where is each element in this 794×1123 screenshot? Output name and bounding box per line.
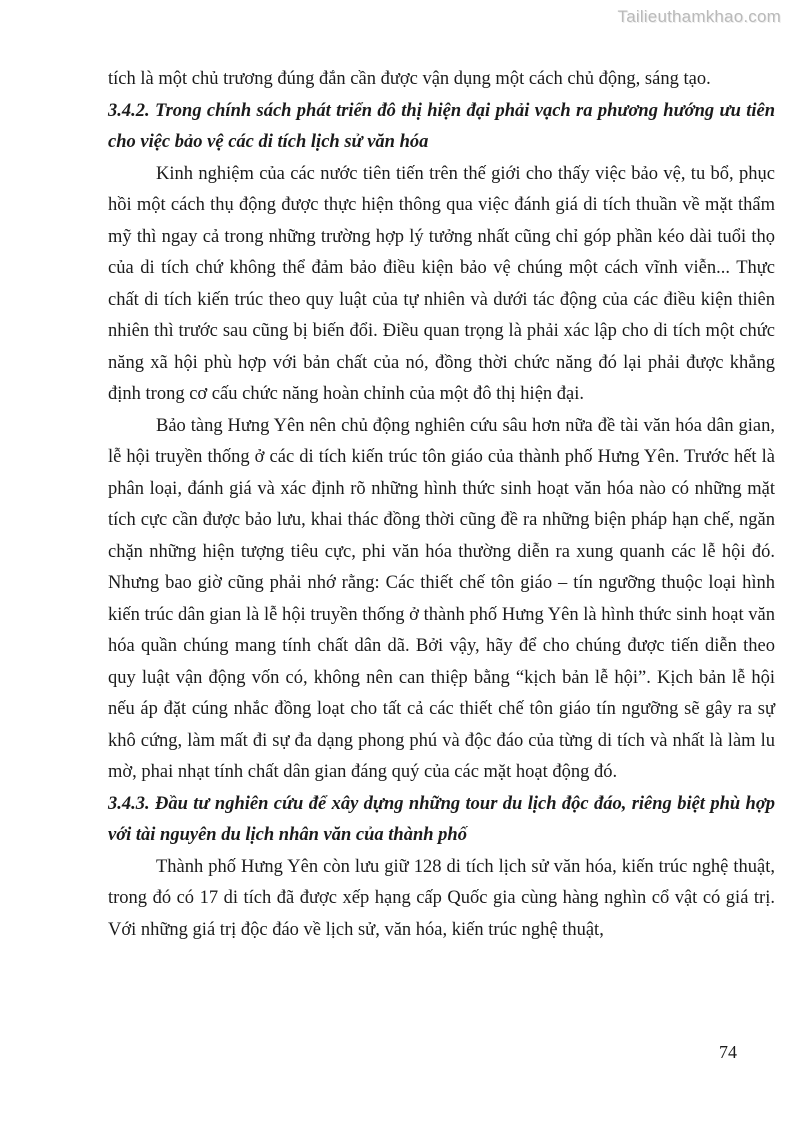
paragraph-continuation: tích là một chủ trương đúng đắn cần được vận dụng một cách chủ động, sáng tạo. xyxy=(108,69,711,89)
paragraph-museum-research: Bảo tàng Hưng Yên nên chủ động nghiên cứu sâu hơn nữa đề tài văn hóa dân gian, lễ hội truyền thống ở các di tích kiến trúc tôn giáo của thành phố Hưng Yên. Trước hết là phân loại, đánh giá và xác định rõ những hình thức sinh hoạt văn hóa nào có những mặt tích cực cần được bảo lưu, khai thác đồng thời cũng đề ra những biện pháp hạn chế, ngăn chặn những hiện tượng tiêu cực, phi văn hóa thường diễn ra xung quanh các lễ hội đó. Nhưng bao giờ cũng phải nhớ rằng: Các thiết chế tôn giáo – tín ngưỡng thuộc loại hình kiến trúc dân gian là lễ hội truyền thống ở thành phố Hưng Yên là hình thức sinh hoạt văn hóa quần chúng mang tính chất dân dã. Bởi vậy, hãy để cho chúng được tiến diễn theo quy luật vận động vốn có, không nên can thiệp bằng “kịch bản lễ hội”. Kịch bản lễ hội nếu áp đặt cúng nhắc đồng loạt cho tất cả các thiết chế tôn giáo tín ngưỡng sẽ gây ra sự khô cứng, làm mất đi sự đa dạng phong phú và độc đáo của từng di tích và nhất là làm lu mờ, phai nhạt tính chất dân gian đáng quý của các mặt hoạt động đó. xyxy=(108,415,775,782)
paragraph-preservation-policy: Kinh nghiệm của các nước tiên tiến trên thế giới cho thấy việc bảo vệ, tu bổ, phục hồi một cách thụ động được thực hiện thông qua việc đánh giá di tích thuần về mặt thẩm mỹ thì ngay cả trong những trường hợp lý tưởng nhất cũng chỉ góp phần kéo dài tuổi thọ của di tích chứ không thể đảm bảo điều kiện bảo vệ chúng một cách vĩnh viễn... Thực chất di tích kiến trúc theo quy luật của tự nhiên và dưới tác động của các điều kiện thiên nhiên thì trước sau cũng bị biến đổi. Điều quan trọng là phải xác lập cho di tích một chức năng xã hội phù hợp với bản chất của nó, đồng thời chức năng đó lại phải được khẳng định trong cơ cấu chức năng hoàn chỉnh của một đô thị hiện đại. xyxy=(108,163,775,404)
section-heading-3-4-3: 3.4.3. Đầu tư nghiên cứu để xây dựng những tour du lịch độc đáo, riêng biệt phù hợp với tài nguyên du lịch nhân văn của thành phố xyxy=(108,793,775,845)
paragraph-tourism-resources: Thành phố Hưng Yên còn lưu giữ 128 di tích lịch sử văn hóa, kiến trúc nghệ thuật, trong đó có 17 di tích đã được xếp hạng cấp Quốc gia cùng hàng nghìn cổ vật có giá trị. Với những giá trị độc đáo về lịch sử, văn hóa, kiến trúc nghệ thuật, xyxy=(108,856,775,940)
page-content xyxy=(108,64,775,946)
section-heading-3-4-2: 3.4.2. Trong chính sách phát triển đô thị hiện đại phải vạch ra phương hướng ưu tiên cho việc bảo vệ các di tích lịch sử văn hóa xyxy=(108,100,775,152)
watermark-text: Tailieuthamkhao.com xyxy=(617,7,781,26)
page-number: 74 xyxy=(719,1042,737,1062)
